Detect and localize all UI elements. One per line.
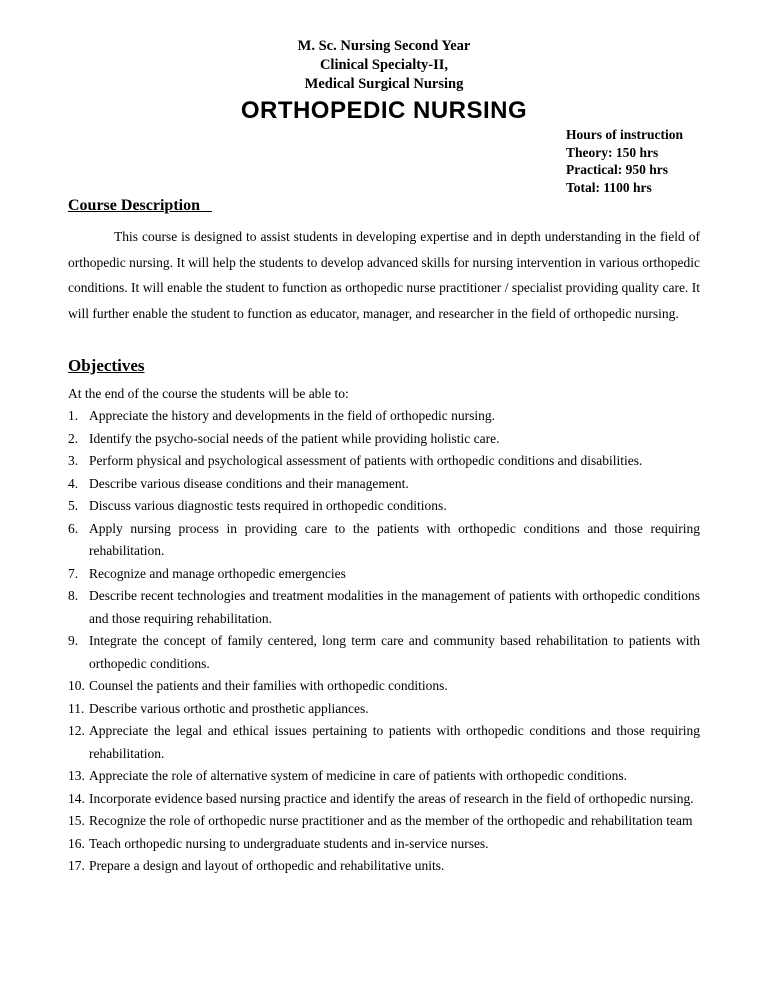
hours-total: Total: 1100 hrs — [566, 179, 652, 195]
objective-item — [68, 450, 700, 473]
objective-text: Appreciate the role of alternative system of medicine in care of patients with orthopedic conditions. — [89, 768, 627, 783]
objective-text: Integrate the concept of family centered, long term care and community based rehabilitation to patients with orthopedic conditions. — [89, 633, 700, 671]
objective-item — [68, 810, 700, 833]
objective-text: Incorporate evidence based nursing practice and identify the areas of research in the field of orthopedic nursing. — [89, 790, 694, 806]
objective-number: 13. — [68, 768, 85, 783]
objective-item — [68, 720, 700, 765]
hours-of-instruction — [566, 126, 683, 196]
objective-number: 9. — [68, 633, 79, 648]
course-title: ORTHOPEDIC NURSING — [240, 97, 528, 124]
objectives-heading: Objectives — [68, 356, 145, 375]
objective-number: 8. — [68, 588, 79, 603]
objective-item — [68, 563, 700, 586]
hours-label: Hours of instruction — [566, 127, 684, 142]
objective-text: Describe recent technologies and treatment modalities in the management of patients with orthopedic conditions and those requiring rehabilitation. — [89, 588, 700, 626]
objective-text: Describe various orthotic and prosthetic appliances. — [89, 700, 369, 716]
objective-item — [68, 405, 700, 428]
hours-practical: Practical: 950 hrs — [566, 162, 668, 178]
hours-theory: Theory: 150 hrs — [566, 144, 659, 160]
objective-item — [68, 428, 700, 451]
objective-text: Describe various disease conditions and their management. — [89, 475, 409, 491]
program-heading: M. Sc. Nursing Second Year — [297, 38, 471, 54]
objective-item — [68, 630, 700, 675]
objective-number: 2. — [68, 430, 79, 446]
objective-text: Teach orthopedic nursing to undergraduate students and in-service nurses. — [89, 835, 489, 851]
subject-heading: Medical Surgical Nursing — [304, 76, 464, 92]
specialty-heading: Clinical Specialty-II, — [319, 57, 449, 73]
objective-item — [68, 675, 700, 698]
objective-number: 14. — [68, 790, 85, 806]
objective-number: 11. — [68, 700, 85, 716]
objective-number: 6. — [68, 520, 79, 536]
objective-text: Recognize the role of orthopedic nurse practitioner and as the member of the orthopedic and rehabilitation team — [89, 813, 693, 828]
objective-item — [68, 698, 700, 721]
objective-text: Appreciate the legal and ethical issues pertaining to patients with orthopedic conditions and those requiring rehabilitation. — [89, 723, 700, 761]
objective-number: 3. — [68, 453, 79, 468]
objective-item — [68, 788, 700, 811]
objective-number: 17. — [68, 858, 85, 873]
objective-number: 7. — [68, 565, 79, 581]
objectives-list — [68, 405, 700, 878]
course-description-text: This course is designed to assist students in developing expertise and in depth understanding in the field of orthopedic nursing. It will help the students to develop advanced skills for nursing intervention in various orthopedic conditions. It will enable the student to function as orthopedic nurse practitioner / specialist providing quality care. It will further enable the student to function as educator, manager, and researcher in the field of orthopedic nursing. — [68, 229, 700, 321]
objective-text: Prepare a design and layout of orthopedic and rehabilitative units. — [89, 858, 445, 873]
objective-item — [68, 855, 700, 878]
objective-number: 16. — [68, 835, 85, 851]
objective-number: 15. — [68, 813, 85, 828]
course-description-heading: Course Description — [68, 197, 200, 214]
objective-text: Apply nursing process in providing care to the patients with orthopedic conditions and those requiring rehabilitation. — [89, 520, 700, 558]
objective-item — [68, 518, 700, 563]
objective-text: Identify the psycho-social needs of the patient while providing holistic care. — [89, 430, 500, 446]
objective-number: 10. — [68, 678, 85, 693]
objective-number: 1. — [68, 408, 79, 423]
objective-item — [68, 585, 700, 630]
objective-item — [68, 495, 700, 518]
objective-text: Perform physical and psychological assessment of patients with orthopedic conditions and disabilities. — [89, 453, 643, 468]
objective-text: Discuss various diagnostic tests required in orthopedic conditions. — [89, 498, 447, 513]
objective-number: 12. — [68, 723, 85, 738]
objective-item — [68, 473, 700, 496]
objective-number: 4. — [68, 475, 79, 491]
objective-text: Recognize and manage orthopedic emergencies — [89, 565, 346, 581]
objective-text: Appreciate the history and developments in the field of orthopedic nursing. — [89, 408, 496, 423]
objectives-intro: At the end of the course the students will be able to: — [68, 386, 349, 401]
objective-text: Counsel the patients and their families with orthopedic conditions. — [89, 678, 448, 693]
objective-number: 5. — [68, 498, 79, 513]
objective-item — [68, 833, 700, 856]
objective-item — [68, 765, 700, 788]
